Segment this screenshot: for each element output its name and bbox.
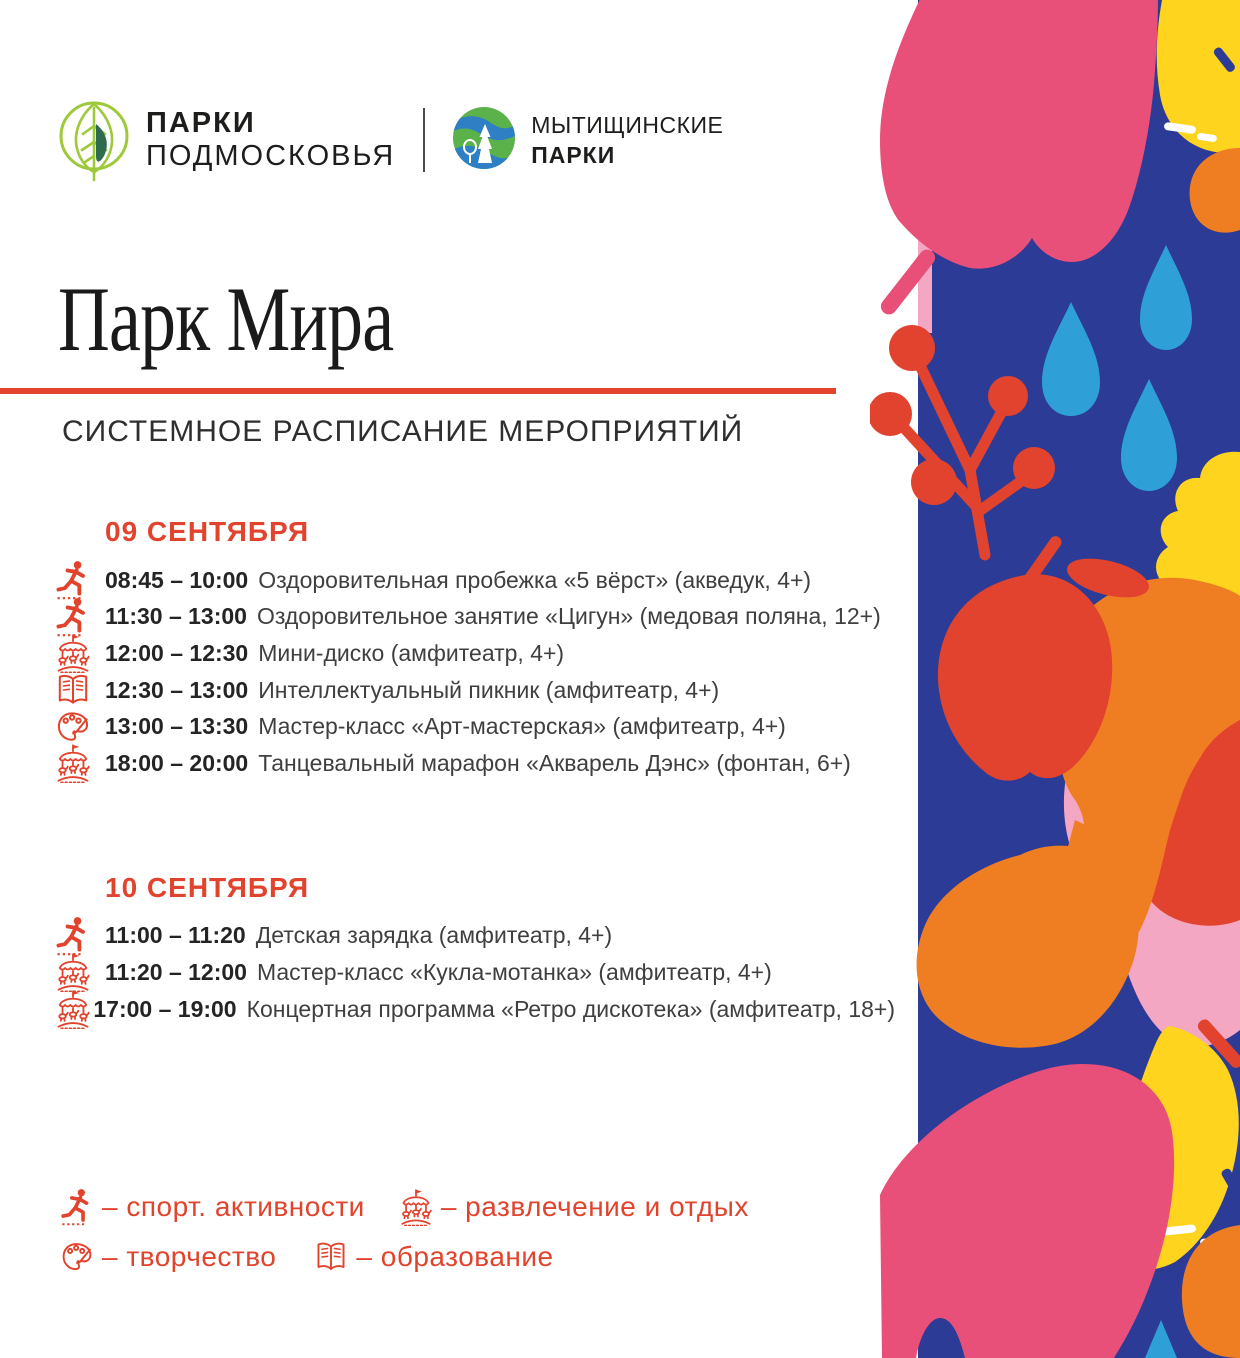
- event-row: [55, 708, 895, 745]
- event-time: 17:00 – 19:00: [93, 995, 237, 1022]
- subtitle: СИСТЕМНОЕ РАСПИСАНИЕ МЕРОПРИЯТИЙ: [62, 415, 744, 448]
- event-title: Концертная программа «Ретро дискотека» (амфитеатр, 18+): [246, 995, 895, 1022]
- event-time: 12:30 – 13:00: [105, 676, 249, 703]
- carousel-icon: [55, 633, 105, 673]
- logo1-line1: ПАРКИ: [146, 107, 256, 139]
- carousel-icon: [55, 989, 93, 1029]
- logo-divider: [423, 108, 425, 172]
- event-row: [55, 635, 895, 672]
- legend-item-sport: [60, 1188, 365, 1226]
- legend-row: [60, 1232, 749, 1282]
- logo-mytishchinskie-text: [531, 110, 723, 170]
- logo1-line2: ПОДМОСКОВЬЯ: [146, 140, 396, 172]
- event-row: [55, 562, 895, 599]
- day-section-10: [55, 872, 895, 1028]
- legend-row: [60, 1182, 749, 1232]
- carousel-icon: [55, 952, 105, 992]
- event-title: Мастер-класс «Кукла-мотанка» (амфитеатр, 4+): [256, 958, 772, 985]
- page-title: Парк Мира: [58, 268, 394, 370]
- event-title: Мини-диско (амфитеатр, 4+): [258, 639, 565, 666]
- open-book-icon: [55, 670, 105, 710]
- event-time: 18:00 – 20:00: [105, 749, 249, 776]
- event-time: 11:30 – 13:00: [105, 603, 247, 630]
- event-row: [55, 918, 895, 955]
- running-person-icon: [60, 1188, 94, 1226]
- event-title: Оздоровительная пробежка «5 вёрст» (акведук, 4+): [258, 566, 812, 593]
- event-time: 12:00 – 12:30: [105, 639, 249, 666]
- legend-label: – творчество: [102, 1241, 277, 1272]
- running-person-icon: [55, 560, 105, 600]
- event-title: Детская зарядка (амфитеатр, 4+): [255, 922, 613, 949]
- event-title: Танцевальный марафон «Акварель Дэнс» (фонтан, 6+): [258, 749, 851, 776]
- open-book-icon: [314, 1238, 348, 1276]
- title-underline: [0, 388, 836, 394]
- event-row: [55, 599, 895, 636]
- day-date: 09 СЕНТЯБРЯ: [105, 516, 310, 547]
- legend-label: – образование: [356, 1241, 554, 1272]
- carousel-icon: [399, 1188, 433, 1226]
- event-time: 13:00 – 13:30: [105, 713, 249, 740]
- event-title: Интеллектуальный пикник (амфитеатр, 4+): [258, 676, 720, 703]
- running-person-icon: [55, 597, 105, 637]
- event-time: 08:45 – 10:00: [105, 566, 249, 593]
- event-row: [55, 672, 895, 709]
- legend-item-creativity: [60, 1238, 276, 1276]
- event-title: Оздоровительное занятие «Цигун» (медовая поляна, 12+): [256, 603, 881, 630]
- carousel-icon: [55, 743, 105, 783]
- legend-item-entertainment: [399, 1188, 749, 1226]
- event-time: 11:20 – 12:00: [105, 958, 247, 985]
- schedule: [55, 516, 895, 1027]
- yellow-pear-top: [1157, 0, 1240, 153]
- header-logos: [56, 96, 723, 184]
- event-row: [55, 745, 895, 782]
- leaf-logo-icon: [56, 94, 132, 187]
- paint-palette-icon: [55, 707, 105, 747]
- logo-mytishchinskie-parki: [451, 103, 723, 178]
- running-person-icon: [55, 916, 105, 956]
- legend: [60, 1182, 749, 1282]
- autumn-illustration: [870, 0, 1240, 1358]
- tree-circle-logo-icon: [451, 103, 517, 178]
- legend-label: – развлечение и отдых: [440, 1191, 749, 1222]
- legend-item-education: [314, 1238, 553, 1276]
- logo2-line2: ПАРКИ: [531, 142, 616, 168]
- paint-palette-icon: [60, 1238, 94, 1276]
- event-time: 11:00 – 11:20: [105, 922, 246, 949]
- day-section-09: [55, 516, 895, 782]
- event-title: Мастер-класс «Арт-мастерская» (амфитеатр, 4+): [258, 713, 786, 740]
- logo2-line1: МЫТИЩИНСКИЕ: [531, 112, 724, 138]
- logo-parki-podmoskovya: [56, 94, 395, 187]
- day-date: 10 СЕНТЯБРЯ: [105, 871, 310, 903]
- event-row: [55, 991, 895, 1028]
- logo-parki-podmoskovya-text: [146, 107, 395, 173]
- legend-label: – спорт. активности: [102, 1191, 365, 1222]
- event-row: [55, 954, 895, 991]
